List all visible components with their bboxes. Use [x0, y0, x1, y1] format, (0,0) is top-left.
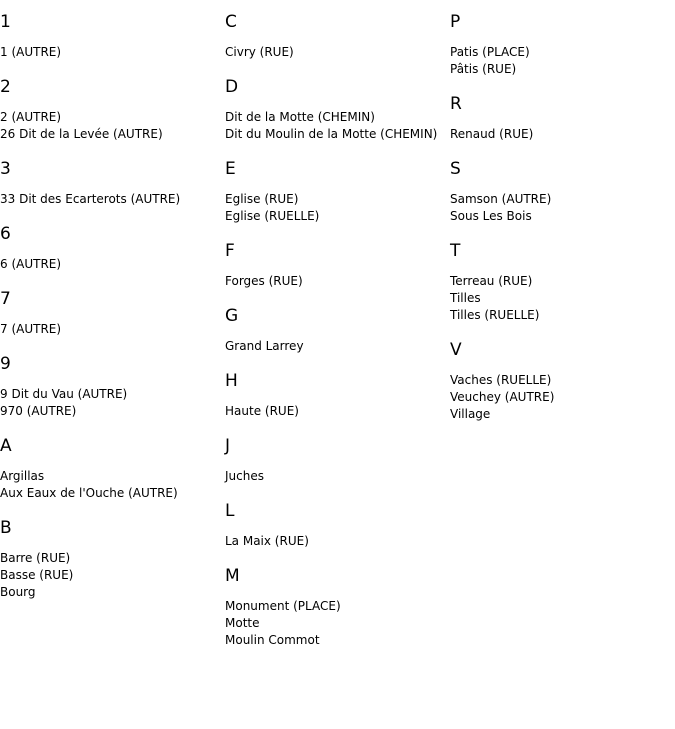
street-list	[225, 44, 450, 61]
street-list	[0, 321, 225, 338]
street-link[interactable]: Juches	[225, 469, 264, 483]
letter-group	[0, 159, 225, 208]
letter-heading: M	[225, 566, 240, 586]
street-link[interactable]: Moulin Commot	[225, 633, 320, 647]
street-list	[225, 468, 450, 485]
street-list	[225, 109, 450, 143]
letter-heading: 3	[0, 159, 11, 179]
street-link[interactable]: Aux Eaux de l'Ouche (AUTRE)	[0, 486, 178, 500]
street-link[interactable]: Barre (RUE)	[0, 551, 71, 565]
street-link[interactable]: 6 (AUTRE)	[0, 257, 62, 271]
index-column-3	[450, 0, 675, 423]
street-list	[225, 533, 450, 550]
letter-group	[225, 159, 450, 225]
letter-heading: 7	[0, 289, 11, 309]
letter-heading: C	[225, 12, 237, 32]
street-list	[225, 403, 450, 420]
street-list	[0, 386, 225, 420]
street-link[interactable]: Tilles (RUELLE)	[450, 308, 540, 322]
index-column-2	[225, 0, 450, 649]
street-link[interactable]: 26 Dit de la Levée (AUTRE)	[0, 127, 163, 141]
street-list	[450, 126, 675, 143]
street-link[interactable]: 33 Dit des Ecarterots (AUTRE)	[0, 192, 181, 206]
street-list	[0, 468, 225, 502]
street-link[interactable]: 970 (AUTRE)	[0, 404, 77, 418]
letter-heading: T	[450, 241, 461, 261]
street-link[interactable]: 1 (AUTRE)	[0, 45, 62, 59]
letter-heading: B	[0, 518, 12, 538]
street-link[interactable]: Patis (PLACE)	[450, 45, 530, 59]
street-link[interactable]: 2 (AUTRE)	[0, 110, 62, 124]
street-link[interactable]: Pâtis (RUE)	[450, 62, 517, 76]
street-link[interactable]: Civry (RUE)	[225, 45, 294, 59]
letter-heading: 6	[0, 224, 11, 244]
letter-group	[225, 12, 450, 61]
letter-group	[450, 12, 675, 78]
street-link[interactable]: Tilles	[450, 291, 481, 305]
street-list	[0, 550, 225, 601]
street-link[interactable]: Monument (PLACE)	[225, 599, 341, 613]
letter-group	[225, 306, 450, 355]
street-list	[225, 598, 450, 649]
street-link[interactable]: La Maix (RUE)	[225, 534, 309, 548]
street-list	[225, 338, 450, 355]
letter-group	[225, 566, 450, 649]
street-list	[225, 191, 450, 225]
letter-heading: J	[225, 436, 231, 456]
street-link[interactable]: Samson (AUTRE)	[450, 192, 552, 206]
letter-group	[225, 436, 450, 485]
street-link[interactable]: 7 (AUTRE)	[0, 322, 62, 336]
street-link[interactable]: Forges (RUE)	[225, 274, 303, 288]
letter-heading: S	[450, 159, 461, 179]
street-list	[0, 109, 225, 143]
letter-heading: F	[225, 241, 235, 261]
street-list	[0, 44, 225, 61]
street-link[interactable]: Grand Larrey	[225, 339, 304, 353]
letter-heading: V	[450, 340, 462, 360]
letter-group	[225, 371, 450, 420]
street-link[interactable]: Terreau (RUE)	[450, 274, 533, 288]
letter-group	[0, 12, 225, 61]
street-list	[450, 44, 675, 78]
index-column-1	[0, 0, 225, 601]
street-link[interactable]: Eglise (RUELLE)	[225, 209, 320, 223]
letter-heading: L	[225, 501, 235, 521]
letter-heading: E	[225, 159, 236, 179]
street-link[interactable]: Vaches (RUELLE)	[450, 373, 552, 387]
street-link[interactable]: Dit de la Motte (CHEMIN)	[225, 110, 375, 124]
letter-group	[0, 77, 225, 143]
letter-heading: D	[225, 77, 239, 97]
street-link[interactable]: Dit du Moulin de la Motte (CHEMIN)	[225, 127, 438, 141]
letter-heading: G	[225, 306, 239, 326]
letter-group	[450, 340, 675, 423]
letter-group	[0, 436, 225, 502]
letter-group	[450, 94, 675, 143]
letter-group	[225, 77, 450, 143]
street-list	[450, 273, 675, 324]
letter-group	[450, 241, 675, 324]
street-link[interactable]: Eglise (RUE)	[225, 192, 299, 206]
letter-heading: A	[0, 436, 12, 456]
street-link[interactable]: Bourg	[0, 585, 36, 599]
street-list	[225, 273, 450, 290]
street-link[interactable]: Haute (RUE)	[225, 404, 299, 418]
letter-group	[0, 289, 225, 338]
letter-heading: R	[450, 94, 462, 114]
letter-group	[0, 224, 225, 273]
street-link[interactable]: Village	[450, 407, 491, 421]
street-link[interactable]: Renaud (RUE)	[450, 127, 534, 141]
letter-heading: 2	[0, 77, 11, 97]
letter-heading: 9	[0, 354, 11, 374]
letter-heading: 1	[0, 12, 11, 32]
street-link[interactable]: Sous Les Bois	[450, 209, 532, 223]
letter-group	[0, 354, 225, 420]
street-list	[450, 372, 675, 423]
letter-group	[225, 501, 450, 550]
letter-heading: P	[450, 12, 461, 32]
street-link[interactable]: 9 Dit du Vau (AUTRE)	[0, 387, 128, 401]
street-link[interactable]: Argillas	[0, 469, 45, 483]
street-link[interactable]: Veuchey (AUTRE)	[450, 390, 555, 404]
street-list	[0, 256, 225, 273]
letter-heading: H	[225, 371, 238, 391]
street-list	[0, 191, 225, 208]
street-link[interactable]: Motte	[225, 616, 260, 630]
letter-group	[225, 241, 450, 290]
letter-group	[450, 159, 675, 225]
street-list	[450, 191, 675, 225]
street-link[interactable]: Basse (RUE)	[0, 568, 74, 582]
letter-group	[0, 518, 225, 601]
